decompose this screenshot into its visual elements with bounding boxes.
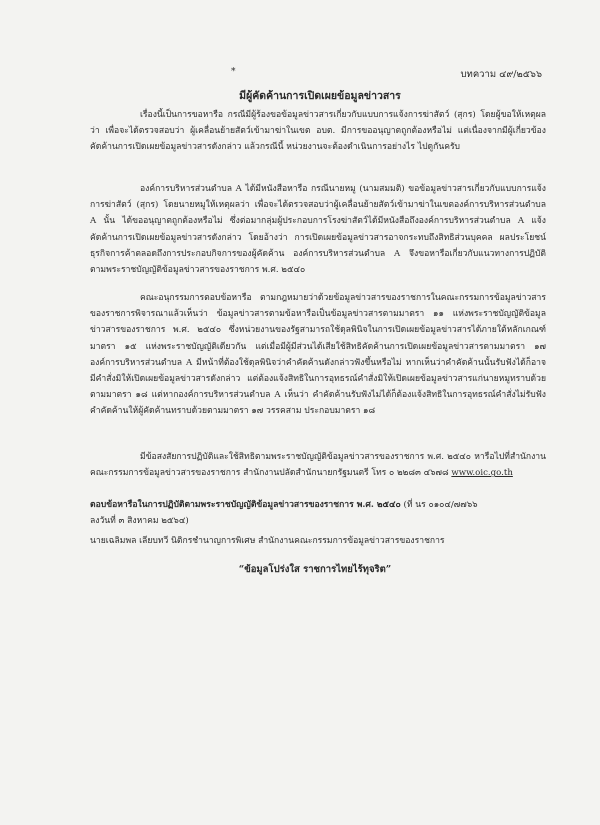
paragraph-facts: องค์การบริหารส่วนตำบล A ได้มีหนังสือหารือ กรณีนายหมู (นามสมมติ) ขอข้อมูลข่าวสารเกี่ยวกับแบบการแจ้งการฆ่าสัตว์ (สุกร) โดยนายหมูให้เหตุผลว่า เพื่อจะได้ตรวจสอบว่าผู้เคลื่อนย้ายสัตว์เข้ามาฆ่าในเขตองค์การบริหารส่วนตำบล A นั้น ได้ขออนุญาตถูกต้องหรือไม่ ซึ่งต่อมากลุ่มผู้ประกอบการโรงฆ่าสัตว์ได้มีหนังสือถึงองค์การบริหารส่วนตำบล A แจ้งคัดค้านการเปิดเผยข้อมูลข่าวสารดังกล่าว โดยอ้างว่า การเปิดเผยข้อมูลข่าวสารอาจกระทบถึงสิทธิส่วนบุคคล ผลประโยชน์ธุรกิจการค้าตลอดถึงการประกอบกิจการของผู้คัดค้าน องค์การบริหารส่วนตำบล A จึงขอหารือเกี่ยวกับแนวทางการปฏิบัติตามพระราชบัญญัติข้อมูลข่าวสารของราชการ พ.ศ. ๒๕๔๐ bbox=[90, 184, 546, 276]
author-line: นายเฉลิมพล เลียบทวี นิติกรชำนาญการพิเศษ สำนักงานคณะกรรมการข้อมูลข่าวสารของราชการ bbox=[90, 536, 445, 546]
slogan: “ข้อมูลโปร่งใส ราชการไทยไร้ทุจริต” bbox=[238, 564, 392, 575]
reference-date: ลงวันที่ ๓ สิงหาคม ๒๕๖๔) bbox=[90, 516, 189, 527]
article-number: บทความ ๔๙/๒๕๖๖ bbox=[460, 69, 542, 80]
paragraph-intro: เรื่องนี้เป็นการขอหารือ กรณีมีผู้ร้องขอข้อมูลข่าวสารเกี่ยวกับแบบการแจ้งการฆ่าสัตว์ (สุกร) โดยผู้ขอให้เหตุผลว่า เพื่อจะได้ตรวจสอบว่า ผู้เคลื่อนย้ายสัตว์เข้ามาฆ่าในเขต อบต. มีการขออนุญาตถูกต้องหรือไม่ แต่เนื่องจากมีผู้เกี่ยวข้องคัดค้านการเปิดเผยข้อมูลข่าวสารดังกล่าว แล้วกรณีนี้ หน่วยงานจะต้องดำเนินการอย่างไร ไปดูกันครับ bbox=[90, 110, 546, 153]
reference-block bbox=[90, 497, 550, 529]
reference-number: (ที่ นร ๐๑๐๔/๗๗๖๖ bbox=[400, 500, 478, 510]
star-mark: * bbox=[231, 67, 236, 77]
contact-text: มีข้อสงสัยการปฏิบัติและใช้สิทธิตามพระราชบัญญัติข้อมูลข่าวสารของราชการ พ.ศ. ๒๕๔๐ หารือไปที่สำนักงานคณะกรรมการข้อมูลข่าวสารของราชการ สำนักงานปลัดสำนักนายกรัฐมนตรี โทร ๐ ๒๒๘๓ ๔๖๗๘ bbox=[90, 452, 546, 479]
paragraph-opinion: คณะอนุกรรมการตอบข้อหารือ ตามกฎหมายว่าด้วยข้อมูลข่าวสารของราชการในคณะกรรมการข้อมูลข่าวสารของราชการพิจารณาแล้วเห็นว่า ข้อมูลข่าวสารตามข้อหารือเป็นข้อมูลข่าวสารตามมาตรา ๑๑ แห่งพระราชบัญญัติข้อมูลข่าวสารของราชการ พ.ศ. ๒๕๔๐ ซึ่งหน่วยงานของรัฐสามารถใช้ดุลพินิจในการเปิดเผยข้อมูลข่าวสารได้ภายใต้หลักเกณฑ์มาตรา ๑๕ แห่งพระราชบัญญัติเดียวกัน แต่เมื่อมีผู้มีส่วนได้เสียใช้สิทธิคัดค้านการเปิดเผยข้อมูลข่าวสารตามมาตรา ๑๗ องค์การบริหารส่วนตำบล A มีหน้าที่ต้องใช้ดุลพินิจว่าคำคัดค้านดังกล่าวฟังขึ้นหรือไม่ หากเห็นว่าคำคัดค้านนั้นรับฟังได้ก็อาจมีคำสั่งมิให้เปิดเผยข้อมูลข่าวสารดังกล่าว แต่ต้องแจ้งสิทธิในการอุทธรณ์คำสั่งมิให้เปิดเผยข้อมูลข่าวสารแก่นายหมูทราบด้วยตามมาตรา ๑๘ แต่หากองค์การบริหารส่วนตำบล A เห็นว่า คำคัดค้านรับฟังไม่ได้ก็ต้องแจ้งสิทธิในการอุทธรณ์คำสั่งไม่รับฟังคำคัดค้านให้ผู้คัดค้านทราบด้วยตามมาตรา ๑๗ วรรคสาม ประกอบมาตรา ๑๘ bbox=[90, 293, 546, 417]
reference-title: ตอบข้อหารือในการปฏิบัติตามพระราชบัญญัติข้อมูลข่าวสารของราชการ พ.ศ. ๒๕๔๐ bbox=[90, 500, 401, 510]
website-link[interactable]: www.oic.go.th bbox=[451, 468, 513, 479]
article-title: มีผู้คัดค้านการเปิดเผยข้อมูลข่าวสาร bbox=[239, 90, 401, 102]
paragraph-contact bbox=[90, 449, 546, 481]
